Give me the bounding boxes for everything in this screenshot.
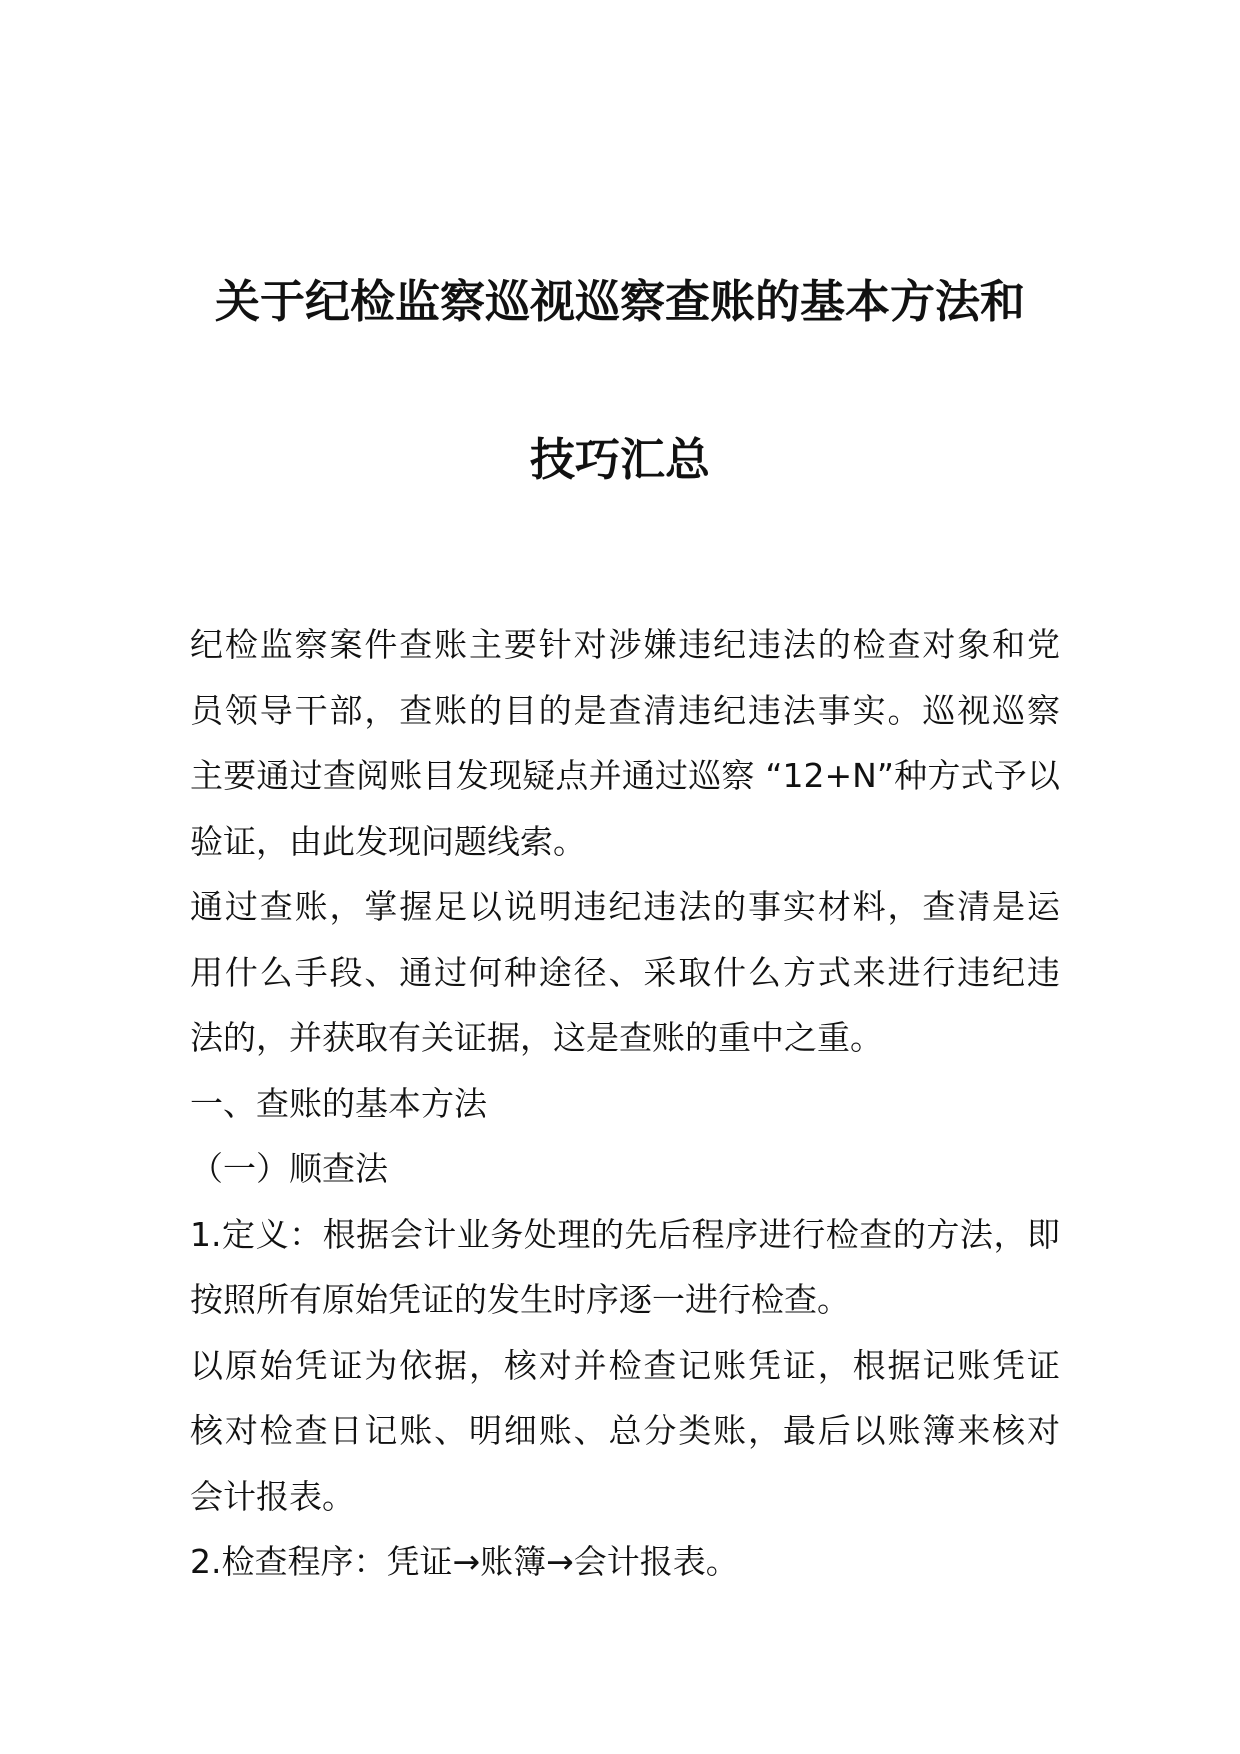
document-body [190,612,1060,1595]
section-heading: 一、查账的基本方法 [190,1083,487,1123]
body-line: 核对检查日记账、明细账、总分类账，最后以账簿来核对 [190,1411,1060,1450]
subsection-heading: （一）顺查法 [190,1149,388,1188]
document-title-line-1: 关于纪检监察巡视巡察查账的基本方法和 [214,275,1025,328]
body-line: 会计报表。 [190,1476,355,1516]
body-line: 验证，由此发现问题线索。 [190,821,586,861]
body-line: 通过查账，掌握足以说明违纪违法的事实材料，查清是运 [190,887,1060,926]
body-line: 用什么手段、通过何种途径、采取什么方式来进行违纪违 [190,952,1060,992]
body-line: 1.定义：根据会计业务处理的先后程序进行检查的方法，即 [190,1214,1060,1254]
body-line: 纪检监察案件查账主要针对涉嫌违纪违法的检查对象和党 [190,625,1060,664]
body-line: 按照所有原始凭证的发生时序逐一进行检查。 [190,1280,850,1319]
body-line: 员领导干部，查账的目的是查清违纪违法事实。巡视巡察 [190,690,1060,730]
body-line: 以原始凭证为依据，核对并检查记账凭证，根据记账凭证 [190,1345,1060,1385]
body-line: 法的，并获取有关证据，这是查账的重中之重。 [190,1018,883,1057]
document-title-line-2: 技巧汇总 [529,433,710,486]
body-line: 2.检查程序：凭证→账簿→会计报表。 [190,1542,739,1581]
body-line: 主要通过查阅账目发现疑点并通过巡察 “12+N”种方式予以 [190,756,1060,795]
